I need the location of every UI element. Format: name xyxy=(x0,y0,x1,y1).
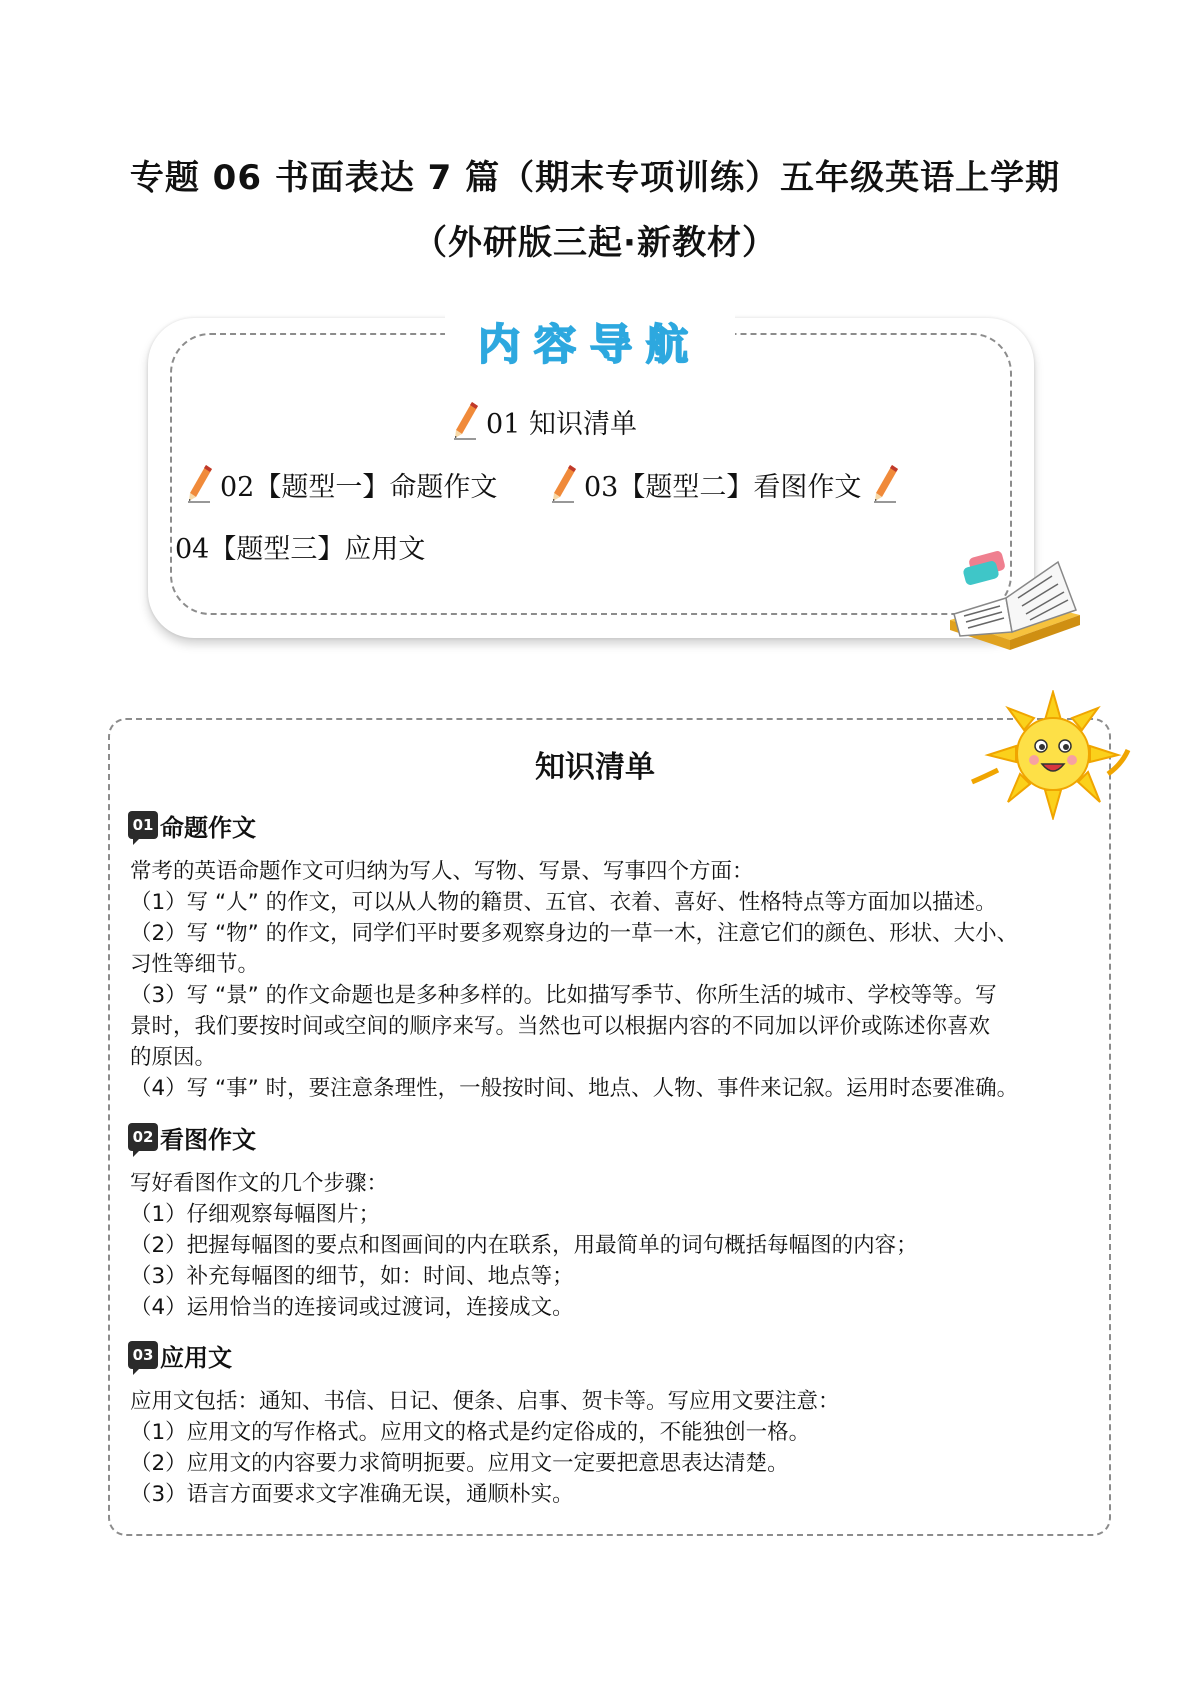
pencil-icon xyxy=(872,463,900,503)
book-illustration xyxy=(940,540,1090,660)
pencil-icon xyxy=(550,463,578,503)
nav-item-topic-writing[interactable]: 02【题型一】命题作文 xyxy=(220,472,498,503)
nav-item-practical-writing[interactable]: 04【题型三】应用文 xyxy=(175,534,426,565)
body-line: 的原因。 xyxy=(130,1045,217,1070)
sun-illustration xyxy=(968,690,1138,820)
body-line: （2）写 “物” 的作文，同学们平时要多观察身边的一草一木，注意它们的颜色、形状、大小、 xyxy=(130,921,1019,946)
document-title-line-1: 专题 06 书面表达 7 篇（期末专项训练）五年级英语上学期 xyxy=(129,158,1061,198)
body-line: （3）补充每幅图的细节，如：时间、地点等； xyxy=(130,1264,574,1289)
section-heading-topic-writing xyxy=(128,808,256,842)
section-heading-text: 看图作文 xyxy=(160,1125,256,1154)
section-number-badge: 03 xyxy=(128,1341,158,1369)
section-heading-text: 命题作文 xyxy=(160,813,256,842)
navigation-heading: 内容导航 xyxy=(477,320,702,369)
body-line: （1）仔细观察每幅图片； xyxy=(130,1202,381,1227)
section-body-topic-writing xyxy=(130,856,1100,1104)
body-line: （4）写 “事” 时，要注意条理性，一般按时间、地点、人物、事件来记叙。运用时态要准确。 xyxy=(130,1076,1019,1101)
section-body-picture-writing xyxy=(130,1168,1100,1323)
section-heading-picture-writing xyxy=(128,1120,256,1154)
body-line: 景时，我们要按时间或空间的顺序来写。当然也可以根据内容的不同加以评价或陈述你喜欢 xyxy=(130,1014,991,1039)
section-heading-text: 应用文 xyxy=(160,1343,232,1372)
pencil-icon xyxy=(186,463,214,503)
body-line: （1）写 “人” 的作文，可以从人物的籍贯、五官、衣着、喜好、性格特点等方面加以描述。 xyxy=(130,890,997,915)
nav-item-knowledge-list[interactable]: 01 知识清单 xyxy=(486,409,637,440)
body-line: （3）写 “景” 的作文命题也是多种多样的。比如描写季节、你所生活的城市、学校等等。写 xyxy=(130,983,997,1008)
knowledge-list-title: 知识清单 xyxy=(535,750,655,785)
nav-item-picture-writing[interactable]: 03【题型二】看图作文 xyxy=(584,472,862,503)
body-line: 常考的英语命题作文可归纳为写人、写物、写景、写事四个方面： xyxy=(130,859,754,884)
body-line: 应用文包括：通知、书信、日记、便条、启事、贺卡等。写应用文要注意： xyxy=(130,1389,840,1414)
body-line: （2）把握每幅图的要点和图画间的内在联系，用最简单的词句概括每幅图的内容； xyxy=(130,1233,918,1258)
body-line: （2）应用文的内容要力求简明扼要。应用文一定要把意思表达清楚。 xyxy=(130,1451,789,1476)
section-number-badge: 02 xyxy=(128,1123,158,1151)
section-number-badge: 01 xyxy=(128,811,158,839)
pencil-icon xyxy=(452,400,480,440)
body-line: （1）应用文的写作格式。应用文的格式是约定俗成的，不能独创一格。 xyxy=(130,1420,811,1445)
body-line: 习性等细节。 xyxy=(130,952,260,977)
section-heading-practical-writing xyxy=(128,1338,232,1372)
body-line: （3）语言方面要求文字准确无误，通顺朴实。 xyxy=(130,1482,574,1507)
body-line: 写好看图作文的几个步骤： xyxy=(130,1171,389,1196)
section-body-practical-writing xyxy=(130,1386,1100,1510)
body-line: （4）运用恰当的连接词或过渡词，连接成文。 xyxy=(130,1295,574,1320)
document-title-line-2: （外研版三起·新教材） xyxy=(413,223,777,263)
